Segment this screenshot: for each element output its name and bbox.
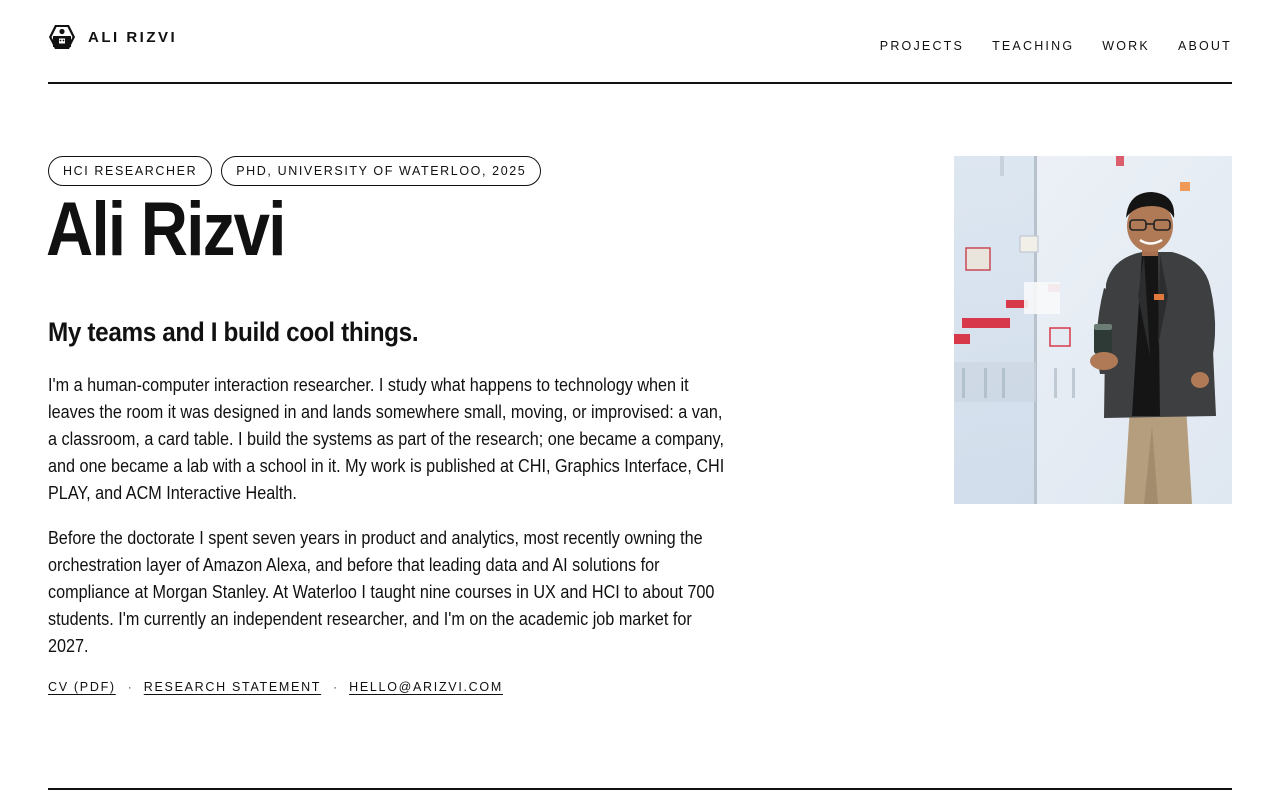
portrait-photo [954, 156, 1232, 504]
portrait-illustration [954, 156, 1232, 504]
contact-links [48, 681, 503, 694]
tag-phd: PHD, UNIVERSITY OF WATERLOO, 2025 [221, 156, 541, 186]
page-title: Ali Rizvi [46, 187, 285, 272]
nav-teaching[interactable]: TEACHING [992, 39, 1075, 53]
link-separator: · [333, 680, 338, 695]
site-logo[interactable] [48, 24, 177, 50]
bio-paragraph-research: I'm a human-computer interaction researcher. I study what happens to technology when it leaves the room it was designed in and lands somewhere small, moving, or improvised: a van, a classroom, a card table. I build the systems as part of the research; one became a company, and one became a lab with a school in it. My work is published at CHI, Graphics Interface, CHI PLAY, and ACM Interactive Health. [48, 375, 725, 503]
email-link[interactable]: HELLO@ARIZVI.COM [349, 680, 503, 694]
cv-link[interactable]: CV (PDF) [48, 680, 116, 694]
research-statement-link[interactable]: RESEARCH STATEMENT [143, 680, 322, 694]
site-logo-text: ALI RIZVI [88, 28, 178, 46]
main-nav [880, 40, 1232, 53]
bot-hexagon-icon [48, 24, 76, 50]
nav-projects[interactable]: PROJECTS [879, 39, 965, 53]
nav-work[interactable]: WORK [1102, 39, 1150, 53]
tag-hci-researcher: HCI RESEARCHER [48, 156, 212, 186]
bio-paragraph-background: Before the doctorate I spent seven years in product and analytics, most recently owning the orchestration layer of Amazon Alexa, and before that leading data and AI solutions for compliance at Morgan Stanley. At Waterloo I taught nine courses in UX and HCI to about 700 students. I'm currently an independent researcher, and I'm on the academic job market for 2027. [48, 528, 715, 656]
tagline: My teams and I build cool things. [48, 317, 419, 347]
site-header [48, 0, 1232, 84]
section-divider [48, 788, 1232, 790]
nav-about[interactable]: ABOUT [1177, 39, 1232, 53]
role-tags [48, 156, 541, 186]
link-separator: · [127, 680, 132, 695]
